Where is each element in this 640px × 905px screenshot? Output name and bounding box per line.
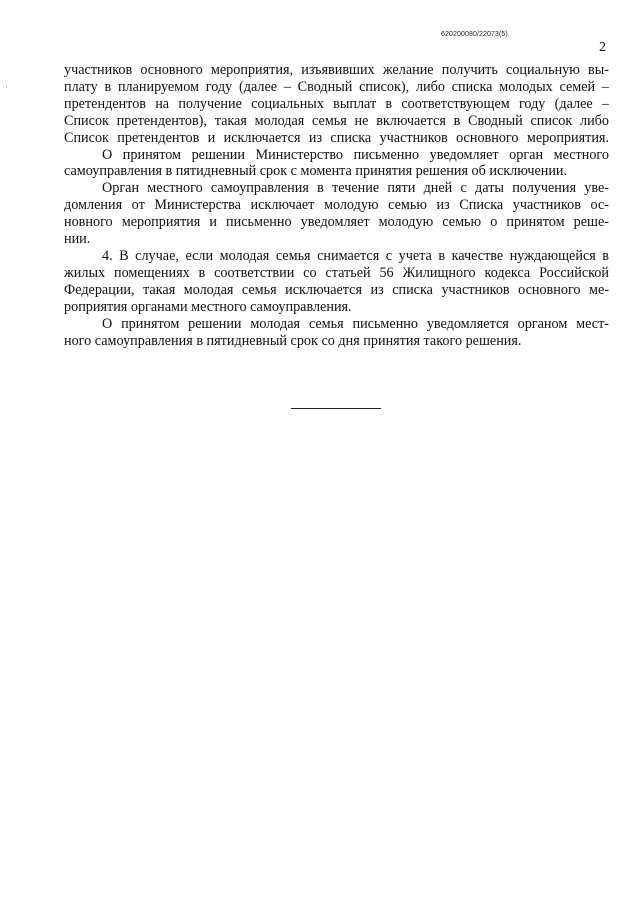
- document-body: [64, 62, 609, 349]
- text-line: самоуправления в пятидневный срок с момента принятия решения об исключении.: [64, 163, 568, 180]
- text-line: роприятия органами местного самоуправления.: [64, 298, 352, 315]
- text-line: домления от Министерства исключает молодую семью из Списка участников ос-: [64, 197, 609, 214]
- text-line: Список претендентов и исключается из списка участников основного мероприятия.: [64, 129, 609, 146]
- text-line: 4. В случае, если молодая семья снимается с учета в качестве нуждающейся в: [102, 247, 609, 264]
- text-line: О принятом решении молодая семья письменно уведомляется органом мест-: [102, 315, 609, 332]
- paragraph-item-4: [64, 248, 609, 316]
- paragraph-ministry-notice: [64, 147, 609, 181]
- text-line: Список претендентов), такая молодая семья не включается в Сводный список либо: [64, 112, 609, 129]
- text-line: Федерации, такая молодая семья исключается из списка участников основного ме-: [64, 281, 609, 298]
- text-line: участников основного мероприятия, изъявивших желание получить социальную вы-: [64, 62, 609, 78]
- text-line: жилых помещениях в соответствии со статьей 56 Жилищного кодекса Российской: [64, 264, 609, 281]
- text-line: О принятом решении Министерство письменно уведомляет орган местного: [102, 146, 609, 163]
- page-number: 2: [599, 40, 606, 55]
- paragraph-local-authority: [64, 180, 609, 248]
- text-line: Орган местного самоуправления в течение пяти дней с даты получения уве-: [102, 180, 609, 197]
- end-of-document-rule: [291, 408, 381, 409]
- text-line: претендентов на получение социальных выплат в соответствующем году (далее –: [64, 95, 609, 112]
- text-line: ного самоуправления в пятидневный срок со дня принятия такого решения.: [64, 332, 522, 349]
- text-line: нии.: [64, 231, 91, 248]
- text-line: новного мероприятия и письменно уведомляет молодую семью о принятом реше-: [64, 214, 609, 231]
- paragraph-continuation: [64, 62, 609, 147]
- text-line: плату в планируемом году (далее – Сводный список), либо списка молодых семей –: [64, 78, 609, 95]
- document-code: 620200080/22073(5): [441, 31, 508, 38]
- paragraph-family-notice: [64, 316, 609, 350]
- margin-speck: [6, 86, 7, 88]
